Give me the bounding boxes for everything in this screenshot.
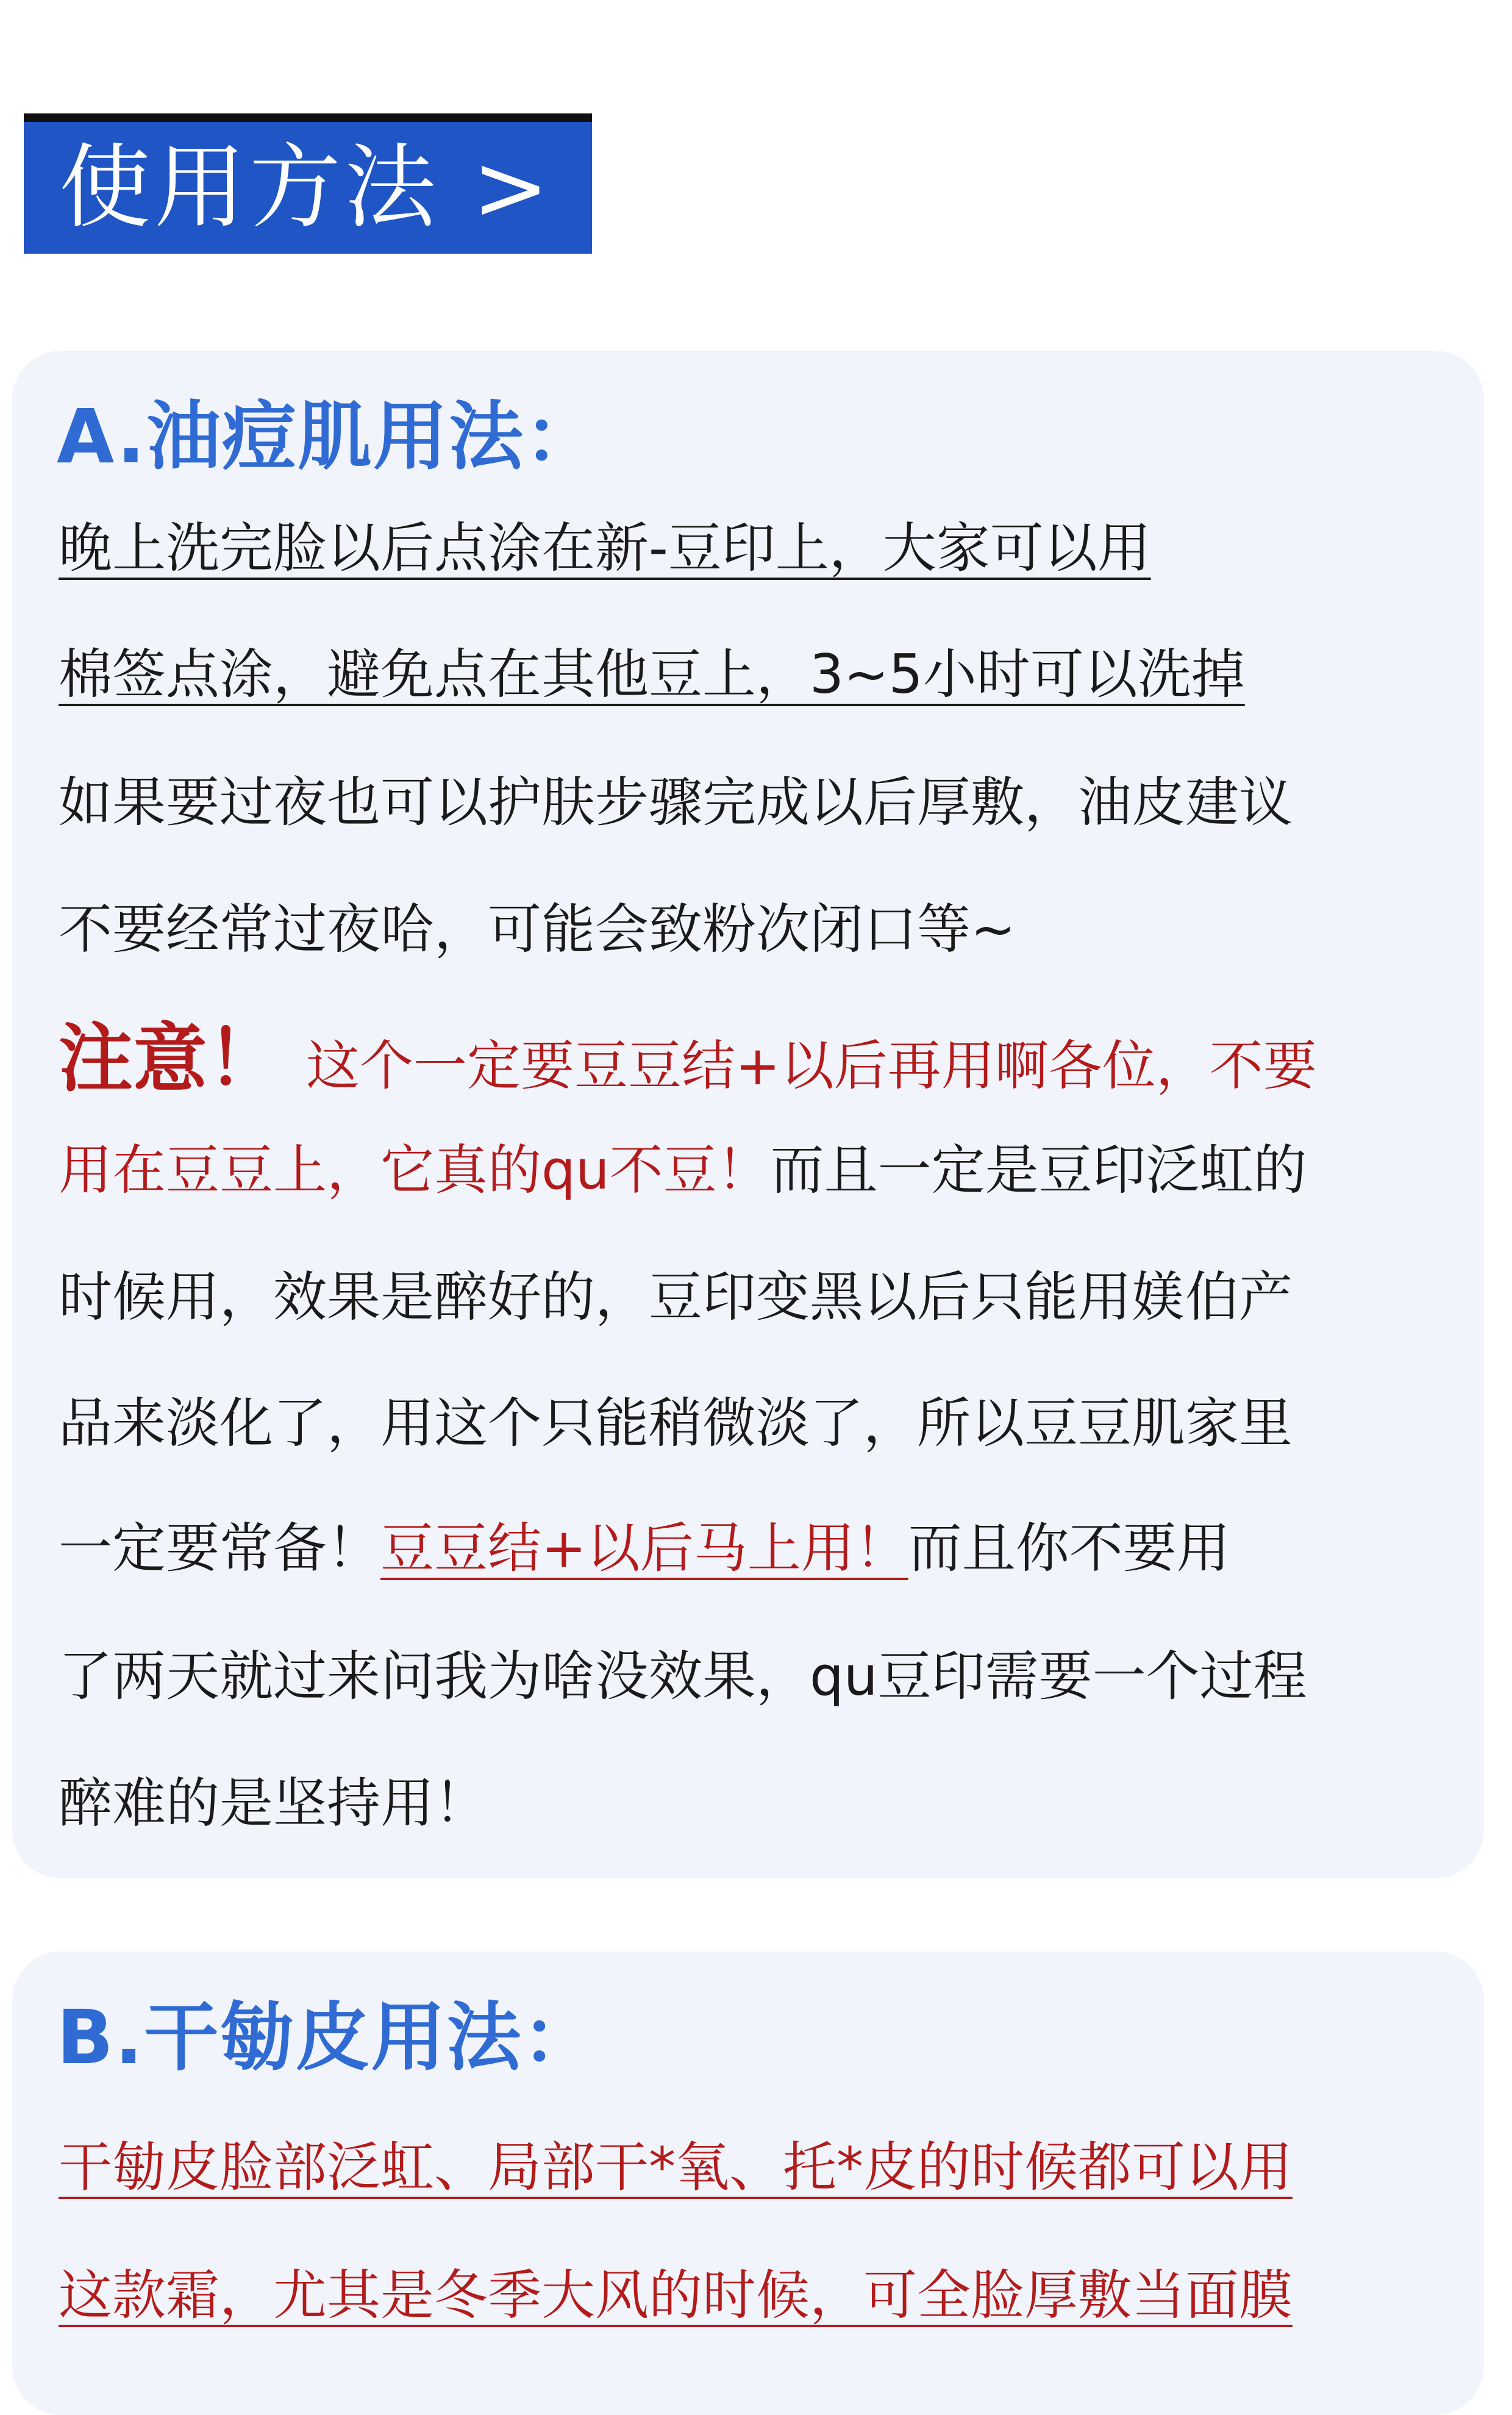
notice-label: 注意！ (59, 1015, 282, 1102)
section-header-banner (24, 113, 592, 254)
line-9-tail: 而且你不要用 (908, 1517, 1230, 1580)
section-header-title: 使用方法 > (59, 135, 553, 241)
usage-card-dry-sensitive-skin (12, 1952, 1484, 2415)
section-a-notice-line (59, 1015, 1317, 1102)
section-b-line-1: 干勄皮脸部泛虹、局部干*氧、托*皮的时候都可以用 (59, 2136, 1293, 2199)
section-a-line-7: 时候用，效果是醉好的，豆印变黑以后只能用媄伯产 (59, 1265, 1293, 1328)
section-a-line-11: 醉难的是坚持用！ (59, 1772, 488, 1834)
section-a-line-9 (59, 1517, 1230, 1580)
section-b-line-2: 这款霜，尤其是冬季大风的时候，可全脸厚敷当面膜 (59, 2264, 1293, 2327)
section-a-line-1: 晚上洗完脸以后点涂在新-豆印上，大家可以用 (59, 517, 1151, 579)
line-6-text: 而且一定是豆印泛虹的 (770, 1139, 1307, 1201)
line-9-red-underlined: 豆豆结+以后马上用！ (380, 1517, 908, 1580)
section-a-line-6 (59, 1139, 1307, 1201)
section-a-line-10: 了两天就过来问我为啥没效果，qu豆印需要一个过程 (59, 1645, 1307, 1708)
section-b-title: B.干勄皮用法： (57, 1994, 598, 2081)
section-a-line-2: 棉签点涂，避免点在其他豆上，3~5小时可以洗掉 (59, 643, 1245, 706)
section-a-line-3: 如果要过夜也可以护肤步骤完成以后厚敷，油皮建议 (59, 771, 1293, 834)
notice-text: 这个一定要豆豆结+以后再用啊各位，不要 (306, 1034, 1317, 1097)
section-a-title: A.油痘肌用法： (57, 393, 601, 480)
section-a-line-4: 不要经常过夜哈，可能会致粉次闭口等~ (59, 898, 1016, 961)
line-6-red-text: 用在豆豆上，它真的qu不豆！ (59, 1139, 771, 1201)
section-a-line-8: 品来淡化了，用这个只能稍微淡了，所以豆豆肌家里 (59, 1392, 1293, 1454)
line-9-text: 一定要常备！ (59, 1517, 381, 1580)
usage-card-oily-skin (12, 351, 1484, 1878)
